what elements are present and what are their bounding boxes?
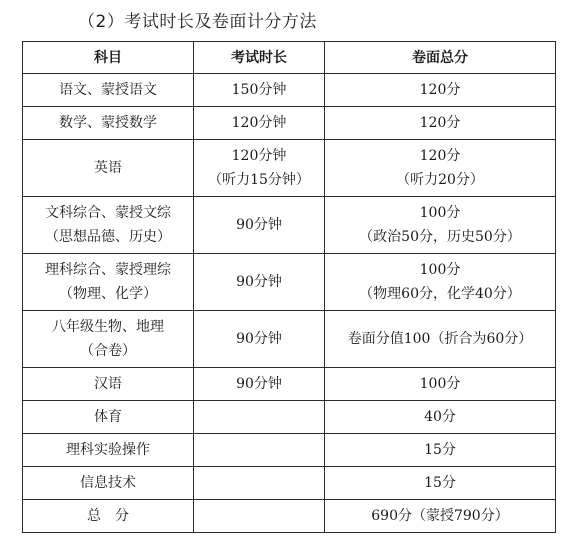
cell-score: 15分 bbox=[325, 467, 556, 500]
table-row-total bbox=[23, 500, 556, 533]
cell-duration: 150分钟 bbox=[194, 74, 325, 107]
header-score: 卷面总分 bbox=[325, 42, 556, 74]
table-header-row bbox=[23, 42, 556, 74]
cell-duration: 120分钟 bbox=[194, 107, 325, 140]
table-row bbox=[23, 74, 556, 107]
cell-score: 120分 bbox=[325, 107, 556, 140]
cell-subject: 英语 bbox=[23, 140, 194, 197]
table-row bbox=[23, 467, 556, 500]
cell-subject: 信息技术 bbox=[23, 467, 194, 500]
cell-score: 卷面分值100（折合为60分） bbox=[325, 311, 556, 368]
cell-subject: 理科综合、蒙授理综 （物理、化学） bbox=[23, 254, 194, 311]
table-row bbox=[23, 434, 556, 467]
table-row bbox=[23, 107, 556, 140]
header-duration: 考试时长 bbox=[194, 42, 325, 74]
header-subject: 科目 bbox=[23, 42, 194, 74]
cell-score: 100分 bbox=[325, 368, 556, 401]
cell-duration: 90分钟 bbox=[194, 311, 325, 368]
cell-duration bbox=[194, 467, 325, 500]
table-row bbox=[23, 197, 556, 254]
cell-duration bbox=[194, 401, 325, 434]
cell-subject: 汉语 bbox=[23, 368, 194, 401]
cell-duration: 120分钟 （听力15分钟） bbox=[194, 140, 325, 197]
cell-duration: 90分钟 bbox=[194, 254, 325, 311]
cell-score: 15分 bbox=[325, 434, 556, 467]
cell-subject: 数学、蒙授数学 bbox=[23, 107, 194, 140]
cell-score: 40分 bbox=[325, 401, 556, 434]
cell-duration: 90分钟 bbox=[194, 368, 325, 401]
cell-duration: 90分钟 bbox=[194, 197, 325, 254]
cell-score: 100分 （物理60分，化学40分） bbox=[325, 254, 556, 311]
cell-subject: 理科实验操作 bbox=[23, 434, 194, 467]
cell-subject: 文科综合、蒙授文综 （思想品德、历史） bbox=[23, 197, 194, 254]
section-title: （2）考试时长及卷面计分方法 bbox=[78, 12, 317, 32]
cell-subject: 八年级生物、地理 （合卷） bbox=[23, 311, 194, 368]
table-row bbox=[23, 254, 556, 311]
exam-score-table bbox=[22, 41, 556, 533]
table-row bbox=[23, 140, 556, 197]
table-row bbox=[23, 368, 556, 401]
table-row bbox=[23, 311, 556, 368]
table-row bbox=[23, 401, 556, 434]
cell-score: 120分 （听力20分） bbox=[325, 140, 556, 197]
cell-subject: 总 分 bbox=[23, 500, 194, 533]
cell-score: 100分 （政治50分，历史50分） bbox=[325, 197, 556, 254]
cell-duration bbox=[194, 500, 325, 533]
cell-score: 120分 bbox=[325, 74, 556, 107]
cell-subject: 体育 bbox=[23, 401, 194, 434]
cell-subject: 语文、蒙授语文 bbox=[23, 74, 194, 107]
cell-duration bbox=[194, 434, 325, 467]
cell-score: 690分（蒙授790分） bbox=[325, 500, 556, 533]
